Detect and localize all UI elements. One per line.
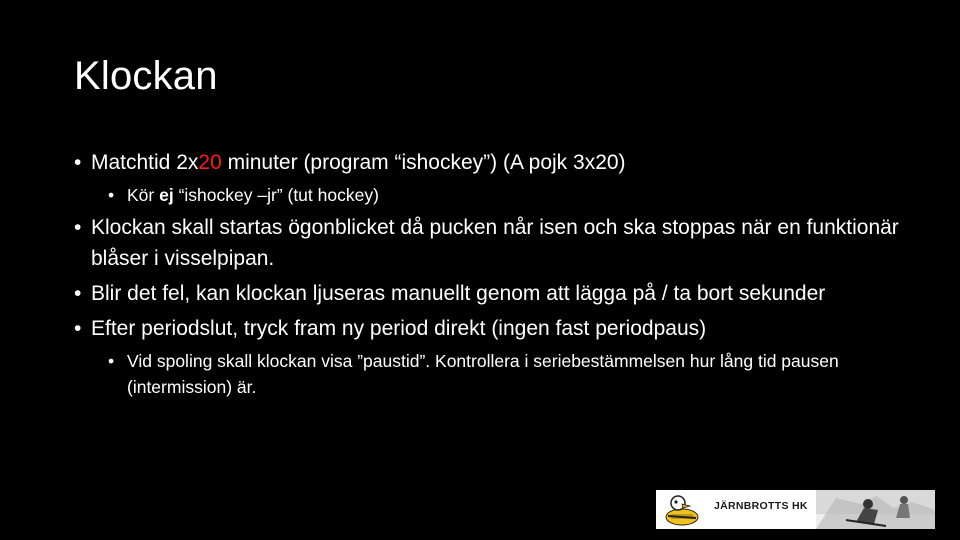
bullet-text: “ishockey –jr” (tut hockey) [173,185,379,205]
bullet-text: Klockan skall startas ögonblicket då pucken når isen och ska stoppas när en funktionär blåser i visselpipan. [91,216,899,270]
bullet-dot: • [74,317,82,340]
club-crest-icon [662,492,702,527]
bullet-clock-start [74,212,914,274]
bullet-dot: • [108,351,115,371]
sub-bullet-not-junior [108,182,914,208]
bullet-dot: • [74,282,82,305]
bullet-text: Efter periodslut, tryck fram ny period direkt (ingen fast periodpaus) [91,317,707,340]
bullet-period-end [74,313,914,344]
bullet-list [74,147,914,404]
bullet-dot: • [74,216,82,239]
bullet-text: Matchtid 2x [91,151,199,174]
emphasis-word: ej [159,185,174,205]
bullet-text: Kör [127,185,160,205]
highlight-number: 20 [198,151,222,174]
club-name: JÄRNBROTTS HK [714,500,808,512]
bullet-text: minuter (program “ishockey”) (A pojk 3x20) [221,151,626,174]
bullet-dot: • [108,185,115,205]
club-logo-banner [656,490,935,529]
bullet-text: Vid spoling skall klockan visa ”paustid”. Kontrollera i seriebestämmelsen hur lång tid pausen (intermission) är. [127,351,839,397]
bullet-dot: • [74,151,82,174]
bullet-text: Blir det fel, kan klockan ljuseras manuellt genom att lägga på / ta bort sekunder [91,282,826,305]
sub-bullet-pause-time [108,348,914,400]
bullet-manual-adjust [74,278,914,309]
hockey-photo [816,490,935,529]
bullet-match-time [74,147,914,178]
slide-title: Klockan [74,54,218,98]
